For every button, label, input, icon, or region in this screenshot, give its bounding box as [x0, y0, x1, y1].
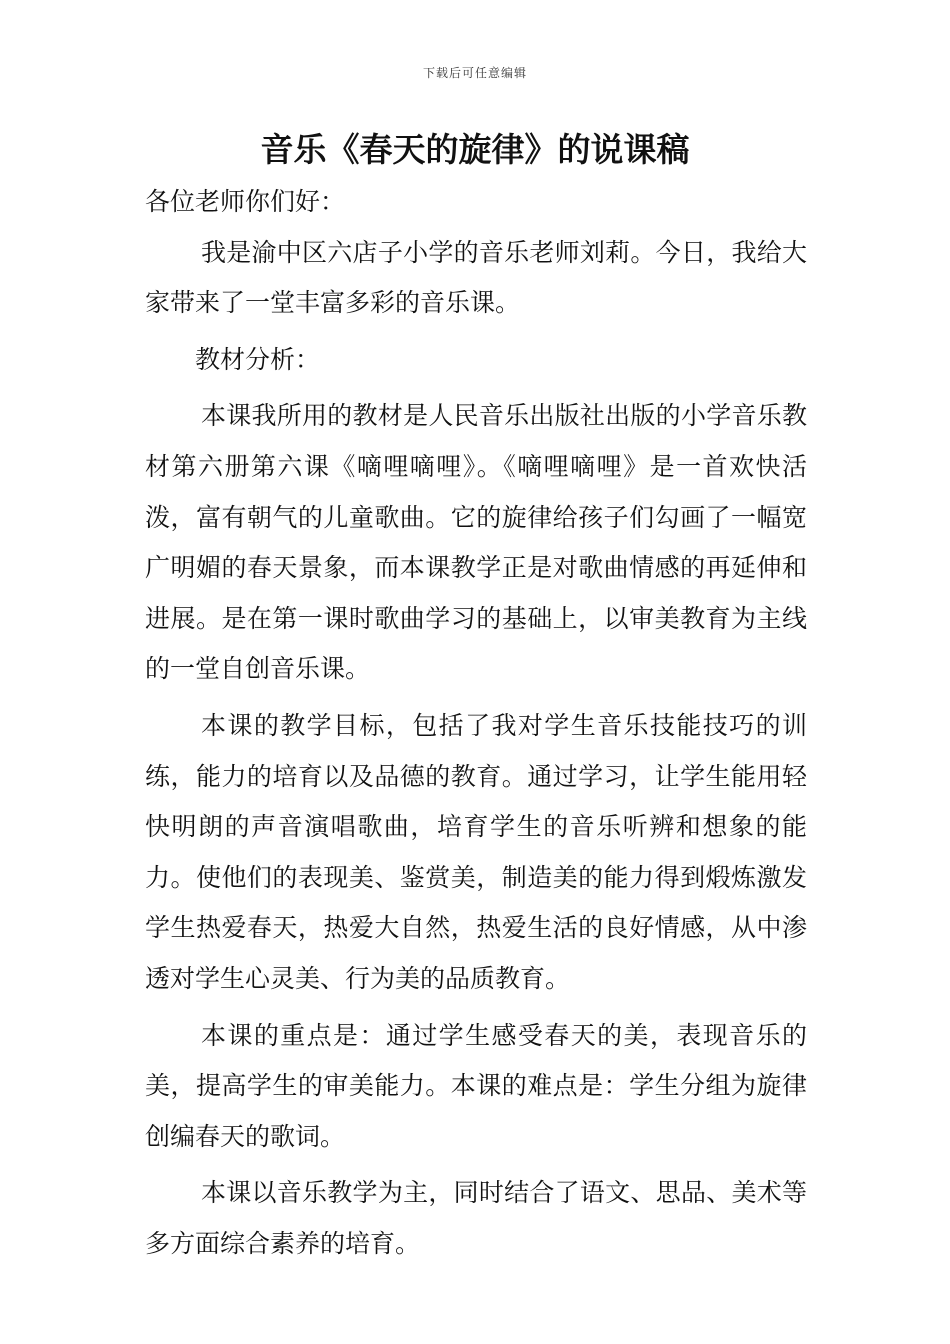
section-heading-textbook-analysis: 教材分析：	[195, 344, 321, 374]
paragraph-objectives: 本课的教学目标，包括了我对学生音乐技能技巧的训练，能力的培育以及品德的教育。通过学习，让学生能用轻快明朗的声音演唱歌曲，培育学生的音乐听辨和想象的能力。使他们的表现美、鉴赏美，制造美的能力得到煅炼激发学生热爱春天，热爱大自然，热爱生活的良好情感，从中渗透对学生心灵美、行为美的品质教育。	[145, 710, 807, 993]
paragraph-intro: 我是渝中区六店子小学的音乐老师刘莉。今日，我给大家带来了一堂丰富多彩的音乐课。	[145, 237, 807, 318]
document-body	[145, 177, 807, 1269]
document-title: 音乐《春天的旋律》的说课稿	[260, 130, 690, 169]
paragraph-integration: 本课以音乐教学为主，同时结合了语文、思品、美术等多方面综合素养的培育。	[145, 1178, 807, 1258]
paragraph-textbook: 本课我所用的教材是人民音乐出版社出版的小学音乐教材第六册第六课《嘀哩嘀哩》。《嘀哩嘀哩》是一首欢快活泼，富有朝气的儿童歌曲。它的旋律给孩子们勾画了一幅宽广明媚的春天景象，而本课教学正是对歌曲情感的再延伸和进展。是在第一课时歌曲学习的基础上，以审美教育为主线的一堂自创音乐课。	[145, 401, 807, 684]
paragraph-key-points: 本课的重点是：通过学生感受春天的美，表现音乐的美，提高学生的审美能力。本课的难点是：学生分组为旋律创编春天的歌词。	[145, 1020, 807, 1151]
greeting: 各位老师你们好：	[145, 187, 346, 216]
header-note: 下载后可任意编辑	[422, 66, 527, 80]
